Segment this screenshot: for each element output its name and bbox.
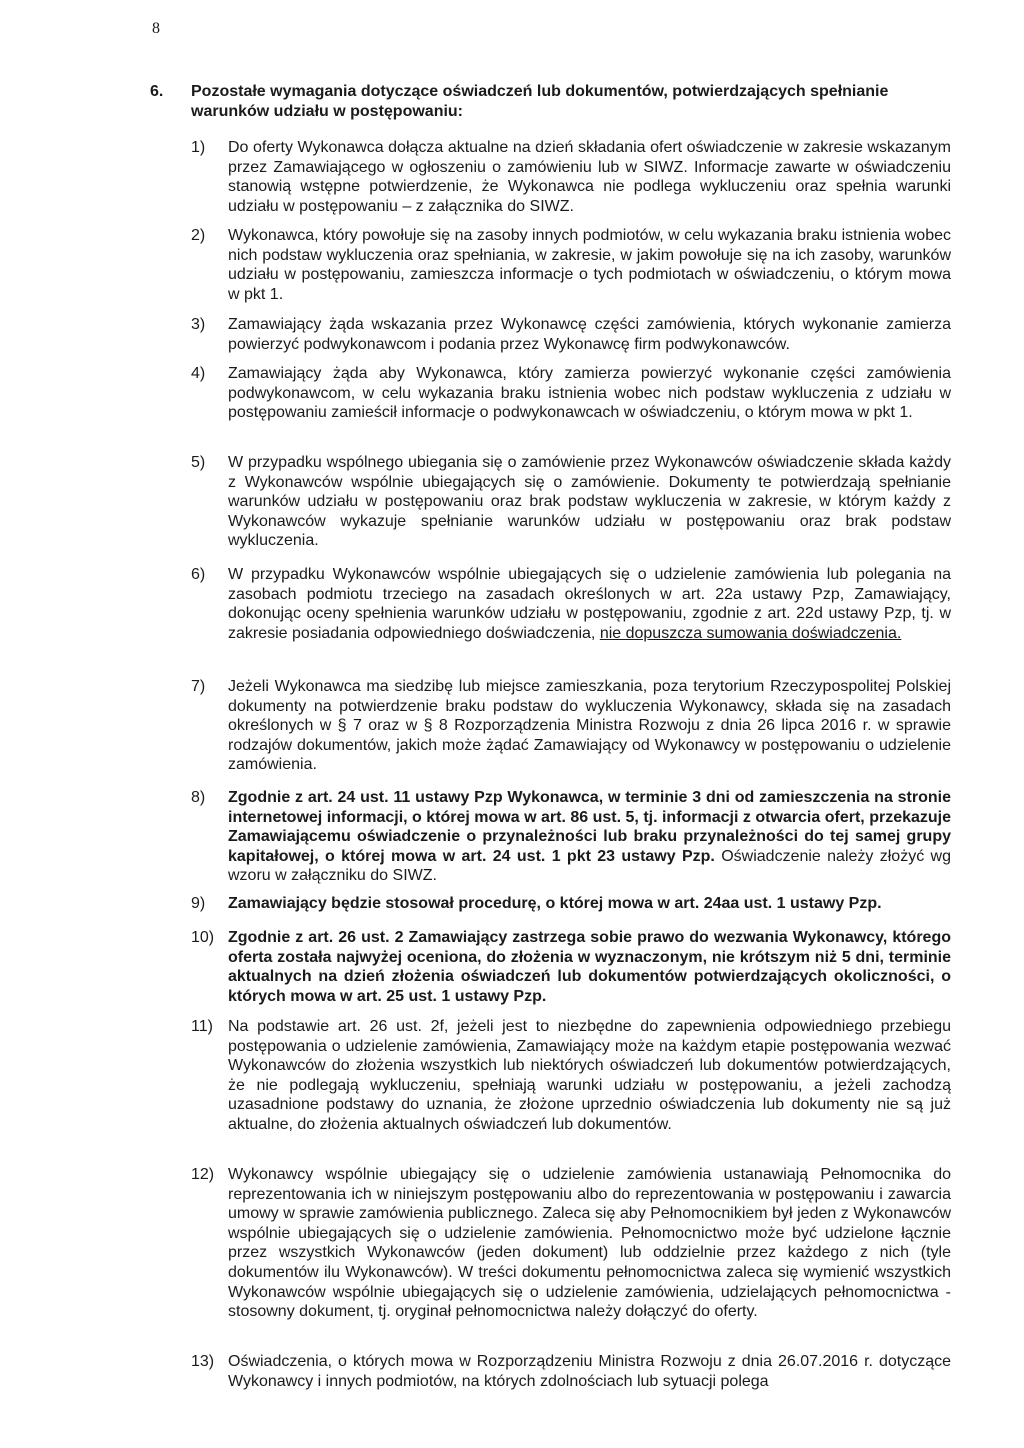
item-number: 3) — [191, 316, 206, 333]
item-number: 10) — [191, 929, 215, 946]
item-text: Wykonawca, który powołuje się na zasoby innych podmiotów, w celu wykazania braku istnienia wobec nich podstaw wykluczenia oraz spełniania, w zakresie, w jakim powołuje się na ich zasoby, warunków udziału w postępowaniu, zamieszcza informacje o tych podmiotach w oświadczeniu, o którym mowa w pkt 1. — [228, 227, 951, 303]
item-number: 1) — [191, 139, 206, 156]
list-item-11 — [191, 1017, 951, 1135]
item-text-plain: W przypadku Wykonawców wspólnie ubiegających się o udzielenie zamówienia lub polegania na zasobach podmiotu trzeciego na zasadach określonych w art. 22a ustawy Pzp, Zamawiający, dokonując oceny spełnienia warunków udziału w postępowaniu, zgodnie z art. 22d ustawy Pzp, tj. w zakresie posiadania odpowiedniego doświadczenia, — [228, 566, 951, 642]
list-item-10 — [191, 928, 951, 1006]
item-number: 9) — [191, 895, 206, 912]
item-text: Zamawiający żąda wskazania przez Wykonawcę części zamówienia, których wykonanie zamierza powierzyć podwykonawcom i podania przez Wykonawcę firm podwykonawców. — [228, 316, 951, 353]
section-number: 6. — [150, 83, 164, 100]
item-number: 12) — [191, 1166, 215, 1183]
list-item-12 — [191, 1165, 951, 1322]
item-number: 4) — [191, 365, 206, 382]
item-number: 5) — [191, 454, 206, 471]
item-text: Zamawiający żąda aby Wykonawca, który zamierza powierzyć wykonanie części zamówienia podwykonawcom, w celu wykazania braku istnienia wobec nich podstaw wykluczenia z udziału w postępowaniu zamieścił informacje o podwykonawcach w oświadczeniu, o którym mowa w pkt 1. — [228, 365, 951, 422]
item-number: 13) — [191, 1353, 215, 1370]
item-text: W przypadku wspólnego ubiegania się o zamówienie przez Wykonawców oświadczenie składa każdy z Wykonawców wspólnie ubiegających się o zamówienie. Dokumenty te potwierdzają spełnianie warunków udziału w postępowaniu oraz brak podstaw wykluczenia w zakresie, w którym każdy z Wykonawców wykazuje spełnianie warunków udziału w postępowaniu oraz brak podstaw wykluczenia. — [228, 454, 951, 550]
page-number: 8 — [152, 20, 160, 37]
list-item-2 — [191, 226, 951, 304]
item-text-bold: Zgodnie z art. 24 ust. 11 ustawy Pzp Wykonawca, w terminie 3 dni od zamieszczenia na stronie internetowej informacji, o której mowa w art. 86 ust. 5, tj. informacji z otwarcia ofert, przekazuje Zamawiającemu oświadczenie o przynależności lub braku przynależności do tej samej grupy kapitałowej, o której mowa w art. 24 ust. 1 pkt 23 ustawy Pzp. — [228, 789, 951, 865]
item-number: 11) — [191, 1018, 213, 1035]
list-item-9 — [191, 894, 951, 914]
item-text: Wykonawcy wspólnie ubiegający się o udzielenie zamówienia ustanawiają Pełnomocnika do reprezentowania ich w niniejszym postępowaniu albo do reprezentowania w postępowaniu i zawarcia umowy w sprawie zamówienia publicznego. Zaleca się aby Pełnomocnikiem był jeden z Wykonawców wspólnie ubiegających się o udzielenie zamówienia. Pełnomocnictwo może być udzielone łącznie przez wszystkich Wykonawców (jeden dokument) lub oddzielnie przez każdego z nich (tyle dokumentów ilu Wykonawców). W treści dokumentu pełnomocnictwa zaleca się wymienić wszystkich Wykonawców wspólnie ubiegających się o udzielenie zamówienia, udzielających pełnomocnictwa - stosowny dokument, tj. oryginał pełnomocnictwa należy dołączyć do oferty. — [228, 1166, 951, 1321]
list-item-7 — [191, 677, 951, 775]
item-text — [228, 565, 951, 643]
item-text: Na podstawie art. 26 ust. 2f, jeżeli jest to niezbędne do zapewnienia odpowiedniego przebiegu postępowania o udzielenie zamówienia, Zamawiający może na każdym etapie postępowania wezwać Wykonawców do złożenia wszystkich lub niektórych oświadczeń lub dokumentów potwierdzających, że nie podlegają wykluczeniu, spełniają warunki udziału w postępowaniu, a jeżeli zachodzą uzasadnione podstawy do uznania, że złożone uprzednio oświadczenia lub dokumenty nie są już aktualne, do złożenia aktualnych oświadczeń lub dokumentów. — [228, 1018, 951, 1133]
item-text-underlined: nie dopuszcza sumowania doświadczenia. — [599, 624, 902, 642]
item-text: Zamawiający będzie stosował procedurę, o której mowa w art. 24aa ust. 1 ustawy Pzp. — [228, 895, 882, 912]
list-item-6 — [191, 565, 951, 643]
list-item-8 — [191, 788, 951, 886]
item-text: Zgodnie z art. 26 ust. 2 Zamawiający zastrzega sobie prawo do wezwania Wykonawcy, którego oferta została najwyżej oceniona, do złożenia w wyznaczonym, nie krótszym niż 5 dni, terminie aktualnych na dzień złożenia oświadczeń lub dokumentów potwierdzających okoliczności, o których mowa w art. 25 ust. 1 ustawy Pzp. — [228, 929, 951, 1005]
list-item-4 — [191, 364, 951, 423]
item-number: 2) — [191, 227, 206, 244]
item-number: 6) — [191, 566, 206, 583]
item-text — [228, 788, 951, 886]
section-title: Pozostałe wymagania dotyczące oświadczeń lub dokumentów, potwierdzających spełnianie warunków udziału w postępowaniu: — [191, 83, 889, 120]
list-item-5 — [191, 453, 951, 551]
list-item-1 — [191, 138, 951, 216]
item-text-plain: Oświadczenie należy złożyć wg wzoru w załączniku do SIWZ. — [228, 847, 951, 885]
list-item-13 — [191, 1352, 951, 1391]
item-text: Oświadczenia, o których mowa w Rozporządzeniu Ministra Rozwoju z dnia 26.07.2016 r. dotyczące Wykonawcy i innych podmiotów, na których zdolnościach lub sytuacji polega — [228, 1353, 951, 1390]
item-text: Do oferty Wykonawca dołącza aktualne na dzień składania ofert oświadczenie w zakresie wskazanym przez Zamawiającego w ogłoszeniu o zamówieniu lub w SIWZ. Informacje zawarte w oświadczeniu stanowią wstępne potwierdzenie, że Wykonawca nie podlega wykluczeniu oraz spełnia warunki udziału w postępowaniu – z załącznika do SIWZ. — [228, 139, 951, 215]
item-number: 8) — [191, 789, 206, 806]
item-text: Jeżeli Wykonawca ma siedzibę lub miejsce zamieszkania, poza terytorium Rzeczypospolitej Polskiej dokumenty na potwierdzenie braku podstaw do wykluczenia Wykonawcy, składa się na zasadach określonych w § 7 oraz w § 8 Rozporządzenia Ministra Rozwoju z dnia 26 lipca 2016 r. w sprawie rodzajów dokumentów, jakich może żądać Zamawiający od Wykonawcy w postępowaniu o udzielenie zamówienia. — [228, 678, 951, 774]
list-item-3 — [191, 315, 951, 354]
item-number: 7) — [191, 678, 206, 695]
